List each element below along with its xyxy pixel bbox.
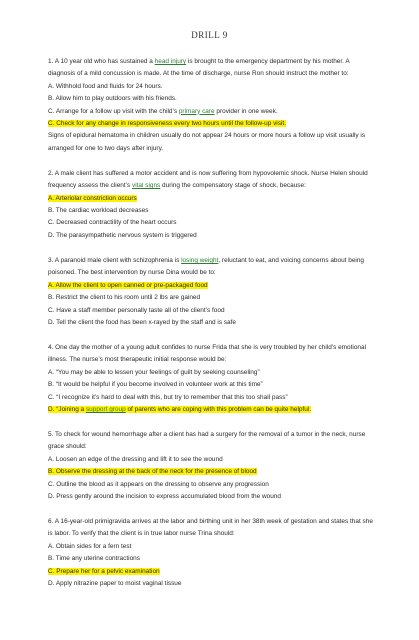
highlighted-answer: B. Observe the dressing at the back of the neck for the presence of blood [48, 468, 257, 476]
option-answer [48, 118, 378, 130]
option-d: D. Apply nitrazine paper to moist vaginal tissue [48, 580, 182, 587]
option-b [48, 466, 378, 478]
link-vital-signs[interactable]: vital signs [131, 182, 161, 190]
highlighted-answer: D. “Joining a support group of parents who are coping with this problem can be quite helpful. [48, 405, 312, 413]
question-stem: 3. A paranoid male client with schizophrenia is losing weight, reluctant to eat, and voicing concerns about being poisoned. The best intervention by nurse Dina would be to: [48, 256, 364, 277]
question-stem: 5. To check for wound hemorrhage after a client has had a surgery for the removal of a tumor in the neck, nurse grace should: [48, 430, 366, 451]
option-b: B. “It would be helpful if you become involved in volunteer work at this time” [48, 381, 263, 389]
drill-content [48, 56, 378, 603]
link-losing-weight[interactable]: losing weight [181, 256, 219, 264]
highlighted-answer: C. Prepare her for a pelvic examination [48, 567, 160, 575]
option-d: D. Press gently around the incision to express accumulated blood from the wound [48, 492, 281, 500]
option-b: B. Allow him to play outdoors with his friends. [48, 95, 177, 103]
option-a: A. Obtain sides for a fern test [48, 542, 132, 550]
option-a: A. “You may be able to lessen your feelings of guilt by seeking counseling” [48, 368, 260, 376]
option-d: D. Tell the client the food has been x-rayed by the staff and is safe [48, 318, 236, 326]
option-a: A. Withhold food and fluids for 24 hours. [48, 82, 163, 90]
question-4 [48, 342, 378, 416]
option-b: B. Restrict the client to his room until 2 lbs are gained [48, 294, 201, 302]
option-b: B. Time any uterine contractions [48, 555, 140, 563]
highlighted-answer: A. Allow the client to open canned or pre-packaged food [48, 281, 208, 289]
question-5 [48, 429, 378, 503]
question-3 [48, 255, 378, 329]
question-2 [48, 168, 378, 242]
option-d: D. The parasympathetic nervous system is triggered [48, 231, 197, 239]
option-c: C. Outline the blood as it appears on the dressing to observe any progression [48, 480, 269, 488]
page-title: DRILL 9 [191, 30, 228, 40]
option-a: A. Loosen an edge of the dressing and lift it to see the wound [48, 455, 223, 463]
option-c: C. “I recognize it’s hard to deal with this, but try to remember that this too shall pass” [48, 393, 288, 401]
question-stem: 4. One day the mother of a young adult confides to nurse Frida that she is very troubled by her child’s emotional illness. The nurse’s most therapeutic initial response would be: [48, 343, 367, 364]
option-c [48, 566, 378, 578]
option-a [48, 280, 378, 292]
link-primary-care[interactable]: primary care [178, 107, 215, 115]
option-b: B. The cardiac workload decreases [48, 207, 149, 215]
question-1 [48, 56, 378, 155]
question-stem: 6. A 16-year-old primigravida arrives at the labor and birthing unit in her 38th week of gestation and states that she is labor. To verify that the client is in true labor nurse Trina should: [48, 517, 373, 538]
option-a [48, 193, 378, 205]
link-support-group[interactable]: support group [85, 405, 126, 413]
link-head-injury[interactable]: head injury [154, 58, 187, 65]
highlighted-answer: A. Arteriolar constriction occurs [48, 194, 137, 202]
highlighted-answer: C. Check for any change in responsiveness every two hours until the follow-up visit. [48, 120, 286, 128]
question-stem: 1. A 10 year old who has sustained a head injury is brought to the emergency department by his mother. A diagnosis of a mild concussion is made. At the time of discharge, nurse Ron should instruct the mother to: [48, 58, 350, 78]
option-c: C. Have a staff member personally taste all of the client’s food [48, 306, 225, 314]
question-stem: 2. A male client has suffered a motor accident and is now suffering from hypovolemic shock. Nurse Helen should frequency assess the client’s vital signs during the compensatory stage of shock, because: [48, 169, 368, 190]
option-d [48, 404, 378, 416]
rationale: Signs of epidural hematoma in children usually do not appear 24 hours or more hours a follow up visit usually is arranged for one to two days after injury. [48, 132, 366, 152]
question-6 [48, 516, 378, 590]
option-c: C. Arrange for a follow up visit with the child’s primary care provider in one week. [48, 107, 278, 115]
option-c: C. Decreased contractility of the heart occurs [48, 219, 177, 227]
